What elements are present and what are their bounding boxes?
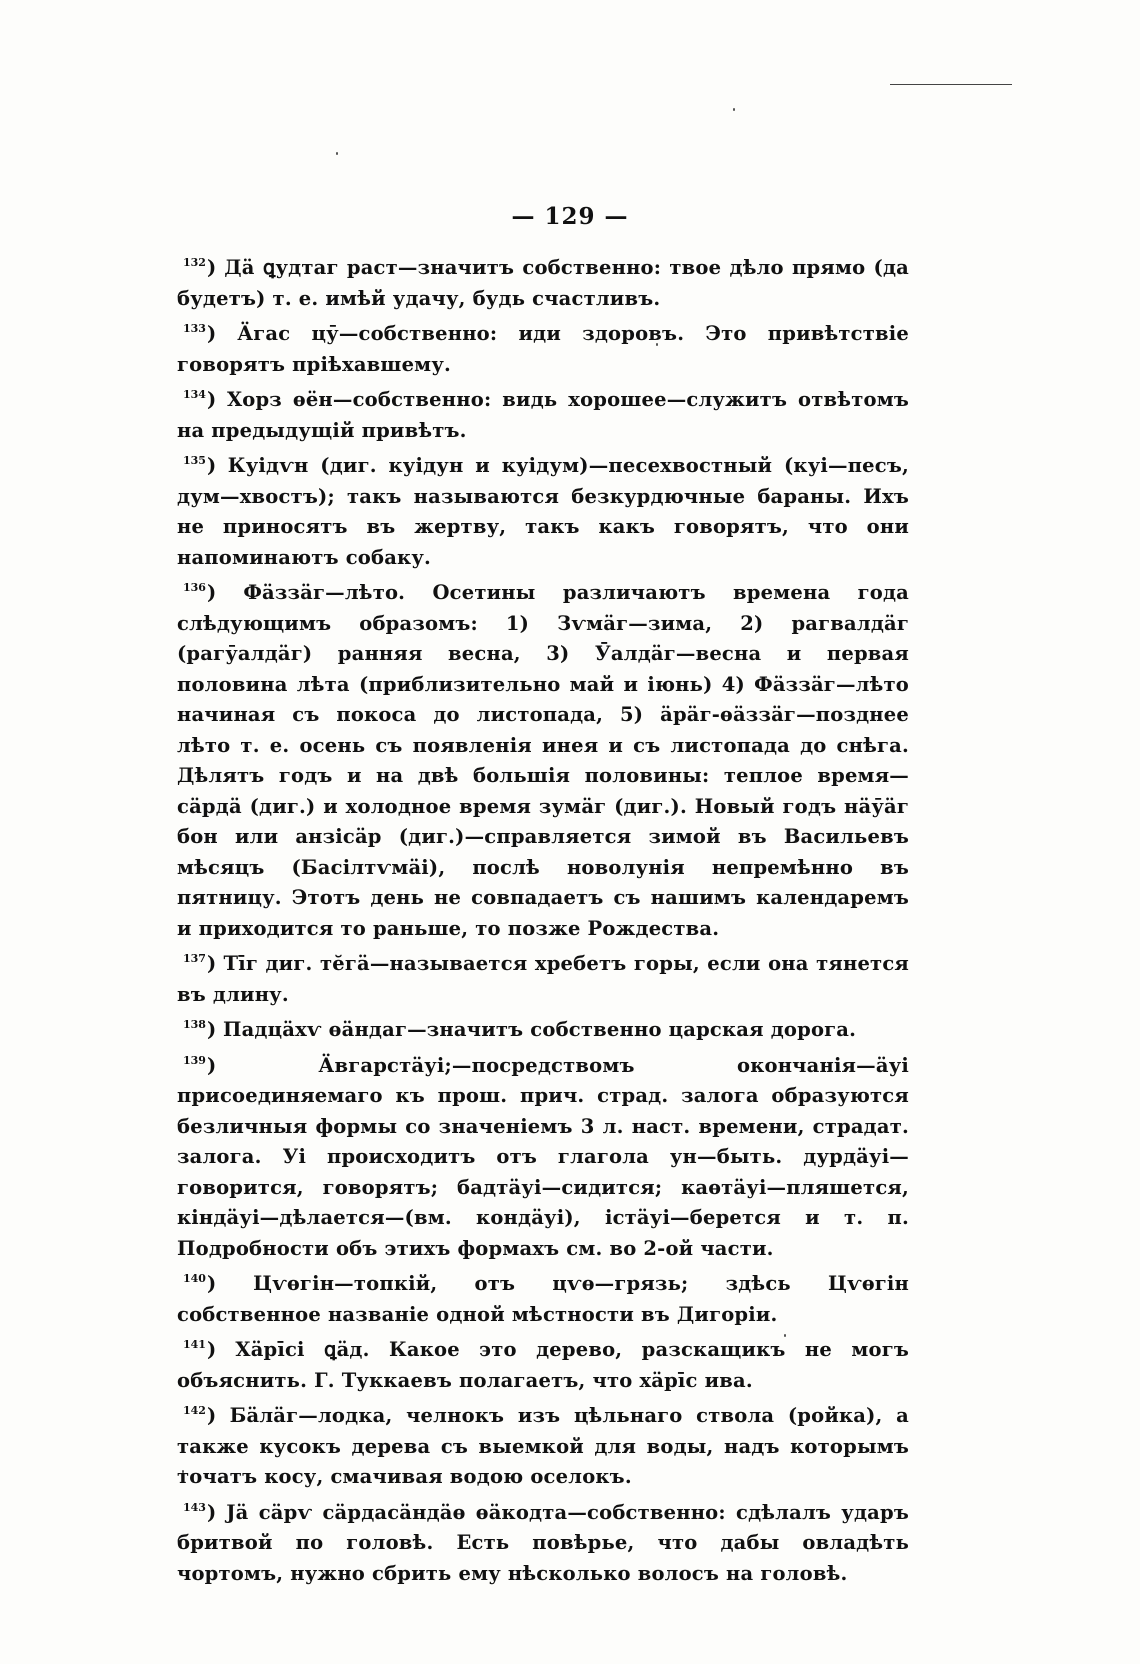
footnote: $^{132}$) Дӓ ꝗудтаг раст—значитъ собственно: твое дѣло прямо (да будетъ) т. е. имѣй удачу, будь счастливъ.: [177, 256, 909, 310]
footnote-number: 138: [183, 1018, 206, 1031]
footnote: $^{138}$) Падцӓхѵ ѳӓндаг—значитъ собственно царская дорога.: [183, 1018, 857, 1041]
footnote-text: Куідѵн (диг. куідун и куідум)—песехвостный (куі—песъ, дум—хвостъ); такъ называются безкурдючные бараны. Ихъ не приносятъ въ жертву, такъ какъ говорятъ, что они напоминаютъ собаку.: [177, 454, 909, 569]
footnote-text: Хӓрīсі ꝗӓд. Какое это дерево, разскащикъ не могъ объяснить. Г. Туккаевъ полагаетъ, что хӓрīс ива.: [177, 1338, 909, 1392]
footnote: $^{139}$) Ӓвгарстӓуі;—посредствомъ окончанія—ӓуі присоединяемаго къ прош. прич. страд. залога образуются безличныя формы со значеніемъ 3 л. наст. времени, страдат. залога. Уі происходитъ отъ глагола ун—быть. дурдӓуі—говорится, говорятъ; бадтӓуі—сидится; каѳтӓуі—пляшется, кіндӓуі—дѣлается—(вм. кондӓуі), істӓуі—берется и т. п. Подробности объ этихъ формахъ см. во 2-ой части.: [177, 1053, 909, 1260]
footnote-text: Бӓлӓг—лодка, челнокъ изъ цѣльнаго ствола (ройка), а также кусокъ дерева съ выемкой для воды, надъ которымъ точатъ косу, смачивая водою оселокъ.: [177, 1404, 910, 1488]
footnote-number: 140: [183, 1272, 206, 1285]
footnote-text: Цѵѳгін—топкій, отъ цѵѳ—грязь; здѣсь Цѵѳгін собственное названіе одной мѣстности въ Дигоріи.: [177, 1272, 910, 1326]
footnotes: [177, 248, 909, 1589]
footnote-number: 137: [183, 952, 206, 965]
footnote-number: 136: [183, 581, 206, 594]
footnote-text: Тīг диг. тӗгӓ—называется хребетъ горы, если она тянется въ длину.: [177, 952, 910, 1006]
footnote-number: 139: [183, 1053, 206, 1067]
ink-speck: [733, 108, 735, 111]
footnote-number: 134: [183, 388, 206, 401]
footnote: $^{134}$) Хорз ѳён—собственно: видь хорошее—служитъ отвѣтомъ на предыдущій привѣтъ.: [177, 388, 909, 442]
footnote: $^{143}$) Јӓ сӓрѵ сӓрдасӓндӓѳ ѳӓкодта—собственно: сдѣлалъ ударъ бритвой по головѣ. Есть повѣрье, что дабы овладѣть чортомъ, нужно сбрить ему нѣсколько волосъ на головѣ.: [177, 1500, 910, 1585]
footnote-text: Падцӓхѵ ѳӓндаг—значитъ собственно царская дорога.: [222, 1018, 857, 1041]
footnote: $^{136}$) Фӓззӓг—лѣто. Осетины различаютъ времена года слѣдующимъ образомъ: 1) Зѵмӓг—зима, 2) рагвалдӓг (рагӯалдӓг) ранняя весна, 3) Ӯалдӓг—весна и первая половина лѣта (приблизительно май и іюнь) 4) Фӓззӓг—лѣто начиная съ покоса до листопада, 5) ӓрӓг-ѳӓззӓг—позднее лѣто т. е. осень съ появленія инея и съ листопада до снѣга. Дѣлятъ годъ и на двѣ большія половины: теплое время—сӓрдӓ (диг.) и холодное время зумӓг (диг.). Новый годъ нӓӯӓг бон или анзісӓр (диг.)—справляется зимой въ Васильевъ мѣсяцъ (Басілтѵмӓі), послѣ новолунія непремѣнно въ пятницу. Этотъ день не совпадаетъ съ нашимъ календаремъ и приходится то раньше, то позже Рождества.: [177, 581, 910, 940]
footnote-number: 141: [183, 1338, 206, 1351]
ink-speck: [336, 152, 338, 155]
footnote: $^{142}$) Бӓлӓг—лодка, челнокъ изъ цѣльнаго ствола (ройка), а также кусокъ дерева съ выемкой для воды, надъ которымъ точатъ косу, смачивая водою оселокъ.: [177, 1404, 910, 1488]
footnote: $^{141}$) Хӓрīсі ꝗӓд. Какое это дерево, разскащикъ не могъ объяснить. Г. Туккаевъ полагаетъ, что хӓрīс ива.: [177, 1338, 909, 1392]
footnote-text: Хорз ѳён—собственно: видь хорошее—служитъ отвѣтомъ на предыдущій привѣтъ.: [177, 388, 909, 442]
footnote-number: 143: [183, 1500, 206, 1514]
footnote: $^{135}$) Куідѵн (диг. куідун и куідум)—песехвостный (куі—песъ, дум—хвостъ); такъ называются безкурдючные бараны. Ихъ не приносятъ въ жертву, такъ какъ говорятъ, что они напоминаютъ собаку.: [177, 454, 909, 569]
footnote: $^{140}$) Цѵѳгін—топкій, отъ цѵѳ—грязь; здѣсь Цѵѳгін собственное названіе одной мѣстности въ Дигоріи.: [177, 1272, 910, 1326]
footnote-text: Дӓ ꝗудтаг раст—значитъ собственно: твое дѣло прямо (да будетъ) т. е. имѣй удачу, будь счастливъ.: [177, 256, 909, 310]
footnote: $^{133}$) Ӓгас цӯ—собственно: иди здоровъ. Это привѣтствіе говорятъ пріѣхавшему.: [177, 322, 910, 376]
footnote-number: 142: [183, 1404, 206, 1417]
page-number: — 129 —: [511, 203, 629, 230]
footnote-number: 132: [183, 256, 206, 269]
footnote-number: 133: [183, 322, 206, 335]
footnote-text: Ӓвгарстӓуі;—посредствомъ окончанія—ӓуі присоединяемаго къ прош. прич. страд. залога образуются безличныя формы со значеніемъ 3 л. наст. времени, страдат. залога. Уі происходитъ отъ глагола ун—быть. дурдӓуі—говорится, говорятъ; бадтӓуі—сидится; каѳтӓуі—пляшется, кіндӓуі—дѣлается—(вм. кондӓуі), істӓуі—берется и т. п. Подробности объ этихъ формахъ см. во 2-ой части.: [177, 1053, 909, 1260]
footnote-text: Ӓгас цӯ—собственно: иди здоровъ. Это привѣтствіе говорятъ пріѣхавшему.: [177, 322, 910, 376]
footnote-text: Јӓ сӓрѵ сӓрдасӓндӓѳ ѳӓкодта—собственно: сдѣлалъ ударъ бритвой по головѣ. Есть повѣрье, что дабы овладѣть чортомъ, нужно сбрить ему нѣсколько волосъ на головѣ.: [177, 1500, 910, 1585]
footnote-number: 135: [183, 454, 206, 467]
corner-rule: [890, 84, 1012, 85]
footnote: $^{137}$) Тīг диг. тӗгӓ—называется хребетъ горы, если она тянется въ длину.: [177, 952, 910, 1006]
footnote-text: Фӓззӓг—лѣто. Осетины различаютъ времена года слѣдующимъ образомъ: 1) Зѵмӓг—зима, 2) рагвалдӓг (рагӯалдӓг) ранняя весна, 3) Ӯалдӓг—весна и первая половина лѣта (приблизительно май и іюнь) 4) Фӓззӓг—лѣто начиная съ покоса до листопада, 5) ӓрӓг-ѳӓззӓг—позднее лѣто т. е. осень съ появленія инея и съ листопада до снѣга. Дѣлятъ годъ и на двѣ большія половины: теплое время—сӓрдӓ (диг.) и холодное время зумӓг (диг.). Новый годъ нӓӯӓг бон или анзісӓр (диг.)—справляется зимой въ Васильевъ мѣсяцъ (Басілтѵмӓі), послѣ новолунія непремѣнно въ пятницу. Этотъ день не совпадаетъ съ нашимъ календаремъ и приходится то раньше, то позже Рождества.: [177, 581, 910, 940]
